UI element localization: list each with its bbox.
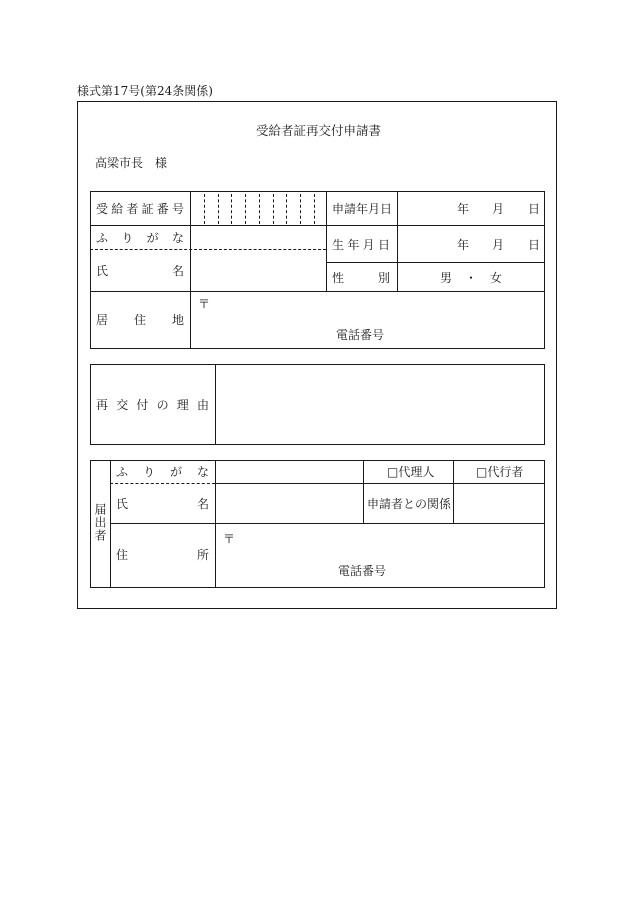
label-char: 交 <box>116 398 129 412</box>
gender-label <box>332 271 390 285</box>
agent-checkbox-label[interactable]: □代行者 <box>476 465 524 479</box>
digit-separator <box>273 194 274 224</box>
col-line <box>326 191 327 291</box>
label-char: り <box>142 465 155 479</box>
label-char: 名 <box>171 264 184 278</box>
notifier-label: 届出者 <box>93 503 107 542</box>
col-line <box>397 191 398 291</box>
label-char: 居 <box>96 313 109 327</box>
residence-label <box>96 313 184 327</box>
form-number: 様式第17号(第24条関係) <box>77 84 213 98</box>
name-label <box>96 264 184 278</box>
label-char: 性 <box>332 271 345 285</box>
col-line <box>190 191 191 349</box>
label-char: 地 <box>171 313 184 327</box>
label-char: 証 <box>141 202 154 216</box>
digit-separator <box>204 194 205 224</box>
label-char: 由 <box>196 398 209 412</box>
label-char: 別 <box>377 271 390 285</box>
relation-label: 申請者との関係 <box>367 497 452 511</box>
digit-separator <box>259 194 260 224</box>
label-char: 住 <box>133 313 146 327</box>
label-char: 所 <box>196 548 209 562</box>
gender-options <box>440 271 502 285</box>
digit-separator <box>286 194 287 224</box>
row-line <box>215 483 545 484</box>
phone-label: 電話番号 <box>338 564 387 578</box>
label-char: が <box>169 465 182 479</box>
label-char: ・ <box>464 271 477 285</box>
label-char: ふ <box>116 465 129 479</box>
row-line <box>326 262 545 263</box>
label-char: 受 <box>96 202 109 216</box>
birthdate-month: 月 <box>492 238 505 252</box>
label-char: の <box>156 398 169 412</box>
postal-mark: 〒 <box>198 297 211 311</box>
notifier-name-label <box>116 497 209 511</box>
application-date-day: 日 <box>528 202 541 216</box>
birthdate-day: 日 <box>528 238 541 252</box>
cert-number-label <box>96 202 184 216</box>
digit-separator <box>245 194 246 224</box>
reissue-reason-label <box>96 398 209 412</box>
label-char: な <box>171 231 184 245</box>
col-line <box>363 460 364 523</box>
notifier-address-label <box>116 548 209 562</box>
label-char: 名 <box>196 497 209 511</box>
label-char: 男 <box>440 271 453 285</box>
label-char: 氏 <box>116 497 129 511</box>
label-char: 女 <box>489 271 502 285</box>
notifier-furigana-label <box>116 465 209 479</box>
phone-label: 電話番号 <box>336 328 385 342</box>
birthdate-year: 年 <box>457 238 470 252</box>
notifier-table <box>90 460 545 588</box>
row-line <box>90 225 545 226</box>
addressee: 高梁市長 様 <box>95 156 168 170</box>
label-char: が <box>146 231 159 245</box>
furigana-divider <box>90 249 326 250</box>
label-char: 生 <box>332 238 345 252</box>
birthdate-label <box>332 238 390 252</box>
digit-separator <box>314 194 315 224</box>
col-line <box>215 364 216 445</box>
label-char: 月 <box>362 238 375 252</box>
label-char: 氏 <box>96 264 109 278</box>
application-date-year: 年 <box>457 202 470 216</box>
label-char: 住 <box>116 548 129 562</box>
row-line <box>90 291 545 292</box>
postal-mark: 〒 <box>223 532 236 546</box>
label-char: 日 <box>377 238 390 252</box>
document-title: 受給者証再交付申請書 <box>256 123 382 138</box>
label-char: 理 <box>176 398 189 412</box>
label-char: 付 <box>136 398 149 412</box>
col-line <box>110 460 111 588</box>
application-date-label: 申請年月日 <box>332 202 393 216</box>
label-char: ふ <box>96 231 109 245</box>
label-char: 者 <box>126 202 139 216</box>
label-char: 再 <box>96 398 109 412</box>
application-date-month: 月 <box>492 202 505 216</box>
col-line <box>453 460 454 523</box>
label-char: な <box>196 465 209 479</box>
label-char: 年 <box>347 238 360 252</box>
digit-separator <box>218 194 219 224</box>
digit-separator <box>300 194 301 224</box>
furigana-divider <box>110 483 215 484</box>
label-char: り <box>121 231 134 245</box>
label-char: 号 <box>171 202 184 216</box>
digit-separator <box>231 194 232 224</box>
furigana-label <box>96 231 184 245</box>
proxy-checkbox-label[interactable]: □代理人 <box>387 465 435 479</box>
label-char: 給 <box>111 202 124 216</box>
col-line <box>215 460 216 588</box>
label-char: 番 <box>156 202 169 216</box>
row-line <box>110 523 545 524</box>
